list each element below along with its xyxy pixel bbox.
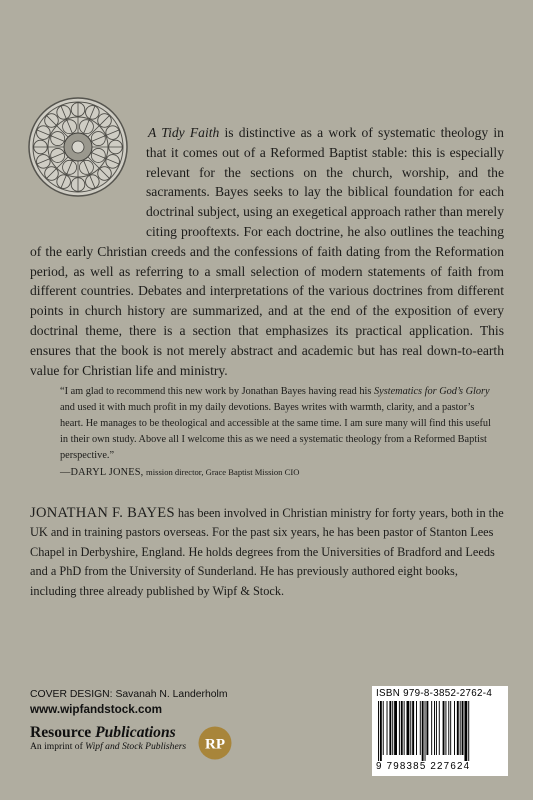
isbn-barcode: [372, 686, 508, 776]
quote-text-end: and used it with much profit in my daily devotions. Bayes writes with warmth, clarity, and a pastor’s heart. He manages to be theological and accessible at the same time. I am sure many will find this useful in their own study. Above all I welcome this as we need a systematic theology from a Reformed Baptist perspective.”: [60, 402, 491, 461]
barcode-digits: 9 798385 227624: [376, 761, 471, 772]
endorser-role: mission director, Grace Baptist Mission CIO: [146, 467, 300, 477]
isbn-number: ISBN 979-8-3852-2762-4: [376, 688, 493, 699]
ornament-space: [30, 123, 146, 241]
rp-logo-letters: RP: [205, 736, 225, 753]
description-text: is distinctive as a work of systematic theology in that it comes out of a Reformed Baptist stable: this is especially relevant for the sections on the church, worship, and the sacraments. Bayes seeks to lay the biblical foundation for each doctrinal subject, using an exegetical approach rather than merely citing prooftexts. For each doctrine, he also outlines the teaching of the early Christian creeds and the confessions of faith dating from the Reformation period, as well as referring to a small selection of modern statements of faith from different countries. Debates and interpretations of the various doctrines from different points in church history are summarized, and at the end of the exposition of every doctrinal theme, there is a section that emphasizes its practical application. This ensures that the book is not merely abstract and academic but has real down-to-earth value for Christian life and ministry.: [30, 125, 504, 378]
author-name: JONATHAN F. BAYES: [30, 505, 175, 521]
imprint-publisher: Wipf and Stock Publishers: [85, 741, 187, 752]
quoted-book-title: Systematics for God’s Glory: [373, 386, 490, 397]
publisher-word-resource: Resource: [30, 724, 92, 741]
imprint-line: [30, 741, 186, 752]
author-bio: [30, 504, 504, 601]
imprint-prefix: An imprint of: [30, 741, 83, 752]
endorsement-quote: [60, 384, 492, 481]
barcode-bars: [378, 701, 502, 761]
cover-design-credit: COVER DESIGN: Savanah N. Landerholm: [30, 689, 228, 700]
publisher-name: [30, 724, 176, 742]
author-bio-text: has been involved in Christian ministry for forty years, both in the UK and in training pastors overseas. For the past six years, he has been pastor of Stanton Lees Chapel in Derbyshire, England. He holds degrees from the Universities of Bradford and Leeds and a PhD from the University of Sunderland. He has previously authored eight books, including three already published by Wipf & Stock.: [30, 506, 504, 598]
endorser-name: —DARYL JONES,: [60, 467, 144, 478]
publisher-website: www.wipfandstock.com: [30, 703, 163, 716]
quote-text-start: “I am glad to recommend this new work by Jonathan Bayes having read his: [60, 386, 372, 397]
endorsement-attribution: [60, 464, 492, 481]
rp-logo-icon: [198, 726, 232, 760]
publisher-word-publications: Publications: [95, 724, 176, 741]
book-description: [30, 123, 504, 380]
book-title: A Tidy Faith: [148, 125, 220, 140]
